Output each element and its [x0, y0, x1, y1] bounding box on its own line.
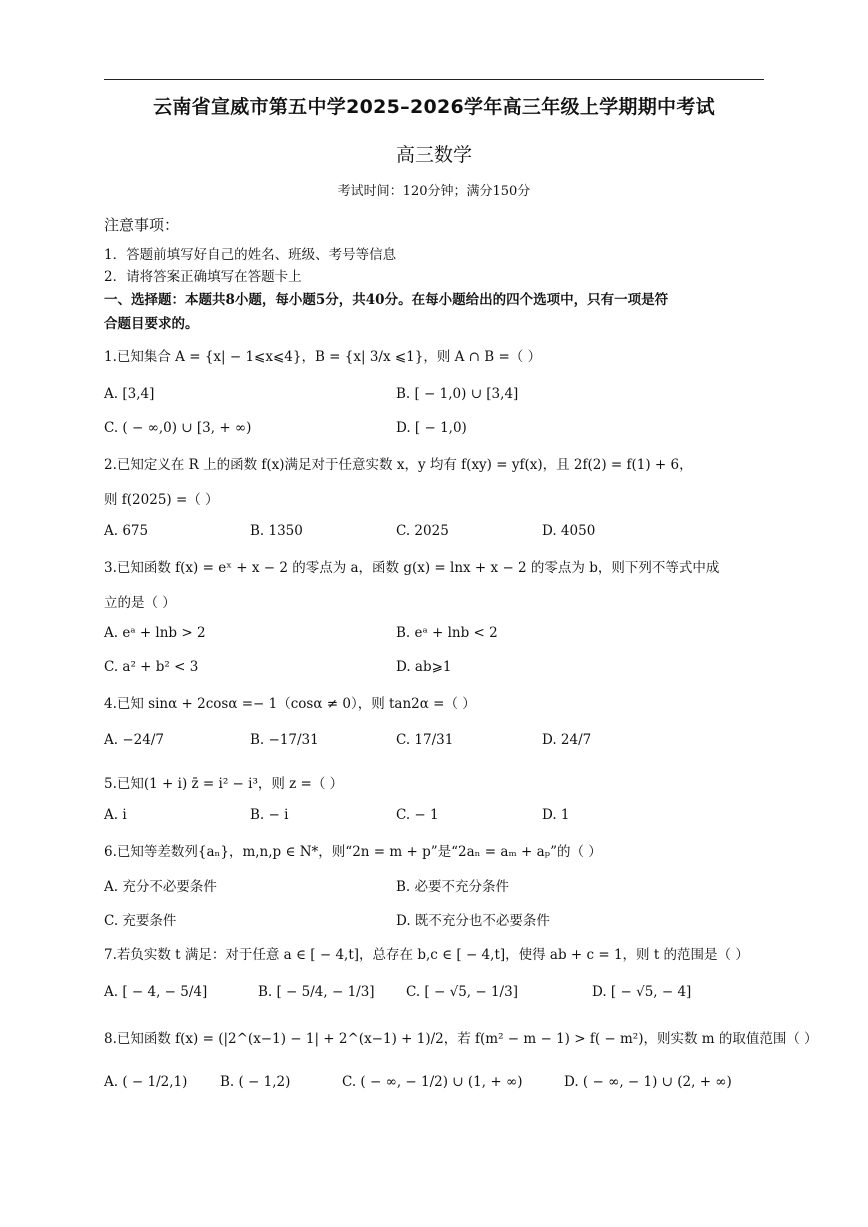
header-rule [104, 79, 764, 80]
q2-option-c: C. 2025 [396, 523, 449, 539]
q7-option-b: B. [ − 5/4, − 1/3] [258, 984, 375, 1000]
q6-stem: 6.已知等差数列{aₙ}，m,n,p ∈ N*，则“2n = m + p”是“2aₙ = aₘ + aₚ”的（ ） [104, 844, 602, 860]
q6-option-b: B. 必要不充分条件 [396, 879, 510, 895]
note-item-1: 1．答题前填写好自己的姓名、班级、考号等信息 [104, 247, 397, 263]
q4-option-d: D. 24/7 [542, 732, 592, 748]
q3-option-c: C. a² + b² < 3 [104, 659, 199, 675]
q3-option-a: A. eᵃ + lnb > 2 [104, 625, 206, 641]
q2-stem-line1: 2.已知定义在 R 上的函数 f(x)满足对于任意实数 x，y 均有 f(xy) = yf(x)，且 2f(2) = f(1) + 6， [104, 457, 693, 473]
q1-option-d: D. [ − 1,0) [396, 420, 467, 436]
exam-title: 云南省宣威市第五中学2025–2026学年高三年级上学期期中考试 [153, 96, 715, 118]
q8-option-a: A. ( − 1/2,1) [104, 1074, 188, 1090]
q3-stem-line1: 3.已知函数 f(x) = eˣ + x − 2 的零点为 a，函数 g(x) = lnx + x − 2 的零点为 b，则下列不等式中成 [104, 560, 720, 576]
q7-option-c: C. [ − √5, − 1/3] [406, 984, 518, 1000]
q5-option-b: B. − i [250, 807, 289, 823]
q8-option-d: D. ( − ∞, − 1) ∪ (2, + ∞) [564, 1074, 732, 1090]
q3-option-d: D. ab⩾1 [396, 659, 452, 675]
q2-option-b: B. 1350 [250, 523, 303, 539]
q1-option-c: C. ( − ∞,0) ∪ [3, + ∞) [104, 420, 252, 436]
subject-title: 高三数学 [395, 144, 472, 166]
section-heading-line2: 合题目要求的。 [104, 316, 199, 332]
q1-option-b: B. [ − 1,0) ∪ [3,4] [396, 386, 519, 402]
q6-option-a: A. 充分不必要条件 [104, 879, 217, 895]
q4-option-c: C. 17/31 [396, 732, 454, 748]
q7-stem: 7.若负实数 t 满足：对于任意 a ∈ [ − 4,t]，总存在 b,c ∈ [ − 4,t]，使得 ab + c = 1，则 t 的范围是（ ） [104, 947, 749, 963]
exam-meta: 考试时间：120分钟；满分150分 [337, 184, 531, 199]
q8-option-c: C. ( − ∞, − 1/2) ∪ (1, + ∞) [342, 1074, 523, 1090]
section-heading-line1: 一、选择题：本题共8小题，每小题5分，共40分。在每小题给出的四个选项中，只有一项是符 [104, 292, 669, 308]
q5-option-d: D. 1 [542, 807, 570, 823]
q5-stem: 5.已知(1 + i) z̄ = i² − i³，则 z =（ ） [104, 776, 344, 792]
q6-option-d: D. 既不充分也不必要条件 [396, 913, 550, 929]
q2-option-a: A. 675 [104, 523, 149, 539]
q2-option-d: D. 4050 [542, 523, 596, 539]
q1-option-a: A. [3,4] [104, 386, 155, 402]
q4-option-b: B. −17/31 [250, 732, 319, 748]
q5-option-c: C. − 1 [396, 807, 439, 823]
q7-option-a: A. [ − 4, − 5/4] [104, 984, 208, 1000]
q7-option-d: D. [ − √5, − 4] [592, 984, 692, 1000]
q3-option-b: B. eᵃ + lnb < 2 [396, 625, 498, 641]
q8-option-b: B. ( − 1,2) [220, 1074, 291, 1090]
q2-stem-line2: 则 f(2025) =（ ） [104, 492, 219, 508]
q5-option-a: A. i [104, 807, 127, 823]
q3-stem-line2: 立的是（ ） [104, 595, 176, 611]
q4-option-a: A. −24/7 [104, 732, 164, 748]
q4-stem: 4.已知 sinα + 2cosα =− 1（cosα ≠ 0），则 tan2α =（ ） [104, 696, 476, 712]
note-item-2: 2．请将答案正确填写在答题卡上 [104, 269, 302, 285]
q8-stem: 8.已知函数 f(x) = (|2^(x−1) − 1| + 2^(x−1) + 1)/2，若 f(m² − m − 1) > f( − m²)，则实数 m 的取值范围（ ） [104, 1031, 818, 1047]
notes-heading: 注意事项： [104, 216, 180, 234]
q6-option-c: C. 充要条件 [104, 913, 177, 929]
q1-stem: 1.已知集合 A = {x| − 1⩽x⩽4}，B = {x| 3/x ⩽1}，则 A ∩ B =（ ） [104, 349, 542, 365]
